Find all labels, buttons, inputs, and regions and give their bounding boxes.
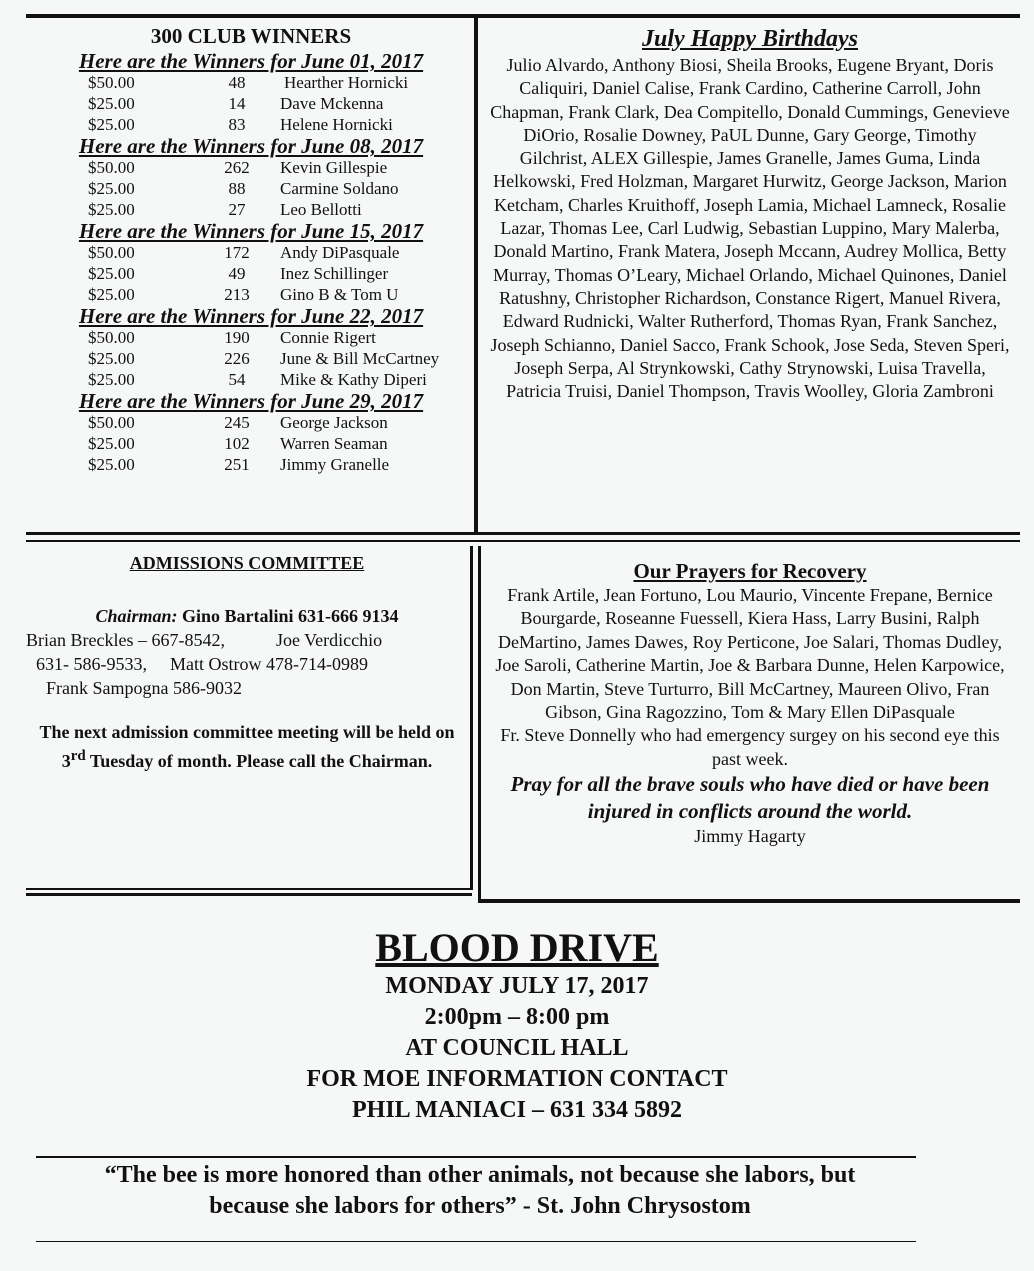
table-row: [88, 284, 399, 305]
ticket-number: 49: [228, 264, 246, 283]
winners-table: [88, 327, 439, 390]
winner-name: Jimmy Granelle: [280, 455, 390, 474]
ticket-number: 190: [224, 328, 250, 347]
prayers-section: [486, 558, 1014, 849]
prize-amount: $25.00: [88, 370, 135, 389]
prize-amount: $50.00: [88, 328, 135, 347]
blood-drive-time: 2:00pm – 8:00 pm: [424, 1004, 610, 1030]
blood-drive-date: MONDAY JULY 17, 2017: [385, 973, 649, 999]
table-row: [88, 199, 399, 220]
blood-drive-info: FOR MOE INFORMATION CONTACT: [306, 1066, 728, 1092]
prize-amount: $50.00: [88, 73, 135, 92]
meeting-note-text: The next admission committee meeting will be held on 3: [39, 722, 455, 771]
birthdays-section: [490, 24, 1010, 403]
week-block: [28, 220, 474, 305]
ticket-number: 88: [228, 179, 246, 198]
admissions-right-border: [470, 546, 473, 890]
member-line: [26, 628, 468, 652]
middle-rule-upper: [26, 532, 1020, 535]
winner-name: Dave Mckenna: [280, 94, 384, 113]
admissions-section: [26, 552, 468, 773]
table-row: [88, 412, 389, 433]
winner-name: Kevin Gillespie: [280, 158, 388, 177]
club-title: 300 CLUB WINNERS: [150, 24, 352, 48]
prayers-signature: Jimmy Hagarty: [694, 826, 806, 847]
week-block: [28, 50, 474, 135]
ordinal-suffix: rd: [70, 748, 86, 764]
pray-for-all: Pray for all the brave souls who have died or have been injured in conflicts around the world.: [510, 772, 990, 824]
column-divider-top: [474, 16, 478, 534]
ticket-number: 172: [224, 243, 250, 262]
winner-name: Warren Seaman: [280, 434, 388, 453]
ticket-number: 27: [228, 200, 246, 219]
quote-line-2: because she labors for others” - St. John Chrysostom: [209, 1193, 751, 1219]
table-row: [88, 263, 399, 284]
ticket-number: 48: [228, 73, 246, 92]
prize-amount: $25.00: [88, 200, 135, 219]
chairman-value: Gino Bartalini 631-666 9134: [182, 606, 399, 626]
member-entry: Joe Verdicchio: [275, 630, 383, 650]
winner-name: Andy DiPasquale: [280, 243, 400, 262]
chairman-line: [26, 604, 468, 628]
week-block: [28, 305, 474, 390]
winner-name: Carmine Soldano: [280, 179, 399, 198]
winners-table: [88, 242, 399, 305]
table-row: [88, 348, 439, 369]
table-row: [88, 178, 399, 199]
week-heading: Here are the Winners for June 01, 2017: [78, 49, 424, 73]
winners-table: [88, 412, 389, 475]
prize-amount: $25.00: [88, 285, 135, 304]
ticket-number: 226: [224, 349, 250, 368]
meeting-note-text-end: Tuesday of month. Please call the Chairman.: [85, 751, 433, 771]
winner-name: Helene Hornicki: [280, 115, 393, 134]
ticket-number: 245: [224, 413, 250, 432]
club-winners-section: [28, 24, 474, 475]
member-line: [26, 652, 468, 676]
prize-amount: $25.00: [88, 455, 135, 474]
winner-name: June & Bill McCartney: [280, 349, 440, 368]
ticket-number: 213: [224, 285, 250, 304]
prize-amount: $25.00: [88, 179, 135, 198]
admissions-bottom-rule-upper: [26, 888, 472, 890]
table-row: [88, 327, 439, 348]
prize-amount: $25.00: [88, 115, 135, 134]
table-row: [88, 454, 389, 475]
member-entry: 631- 586-9533,: [36, 654, 147, 674]
table-row: [88, 242, 399, 263]
middle-rule-lower: [26, 540, 1020, 542]
quote-top-rule: [36, 1156, 916, 1158]
special-prayer: Fr. Steve Donnelly who had emergency surgey on his second eye this past week.: [500, 725, 1000, 769]
table-row: [88, 93, 408, 114]
ticket-number: 251: [224, 455, 250, 474]
week-heading: Here are the Winners for June 29, 2017: [78, 389, 424, 413]
winner-name: George Jackson: [280, 413, 388, 432]
blood-drive-title: BLOOD DRIVE: [375, 925, 659, 970]
winners-table: [88, 157, 399, 220]
birthdays-list: Julio Alvardo, Anthony Biosi, Sheila Brooks, Eugene Bryant, Doris Caliquiri, Daniel Calise, Frank Cardino, Catherine Carroll, John Chapman, Frank Clark, Dea Compitello, Donald Cummings, Genevieve DiOrio, Rosalie Downey, PaUL Dunne, Gary George, Timothy Gilchrist, ALEX Gillespie, James Granelle, James Guma, Linda Helkowski, Fred Holzman, Margaret Hurwitz, George Jackson, Marion Ketcham, Charles Kruithoff, Joseph Lamia, Michael Lamneck, Rosalie Lazar, Thomas Lee, Carl Ludwig, Sebastian Luppino, Mary Malerba, Donald Martino, Frank Matera, Joseph Mccann, Audrey Mollica, Betty Murray, Thomas O’Leary, Michael Orlando, Michael Quinones, Daniel Ratushny, Christopher Richardson, Constance Rigert, Manuel Rivera, Edward Rudnicki, Walter Rutherford, Thomas Ryan, Frank Sanchez, Joseph Schianno, Daniel Sacco, Frank Schook, Jose Seda, Steven Speri, Joseph Serpa, Al Strynkowski, Cathy Strynowski, Luisa Travella, Patricia Truisi, Daniel Thompson, Travis Woolley, Gloria Zambroni: [490, 55, 1010, 402]
week-block: [28, 390, 474, 475]
prize-amount: $25.00: [88, 94, 135, 113]
table-row: [88, 369, 439, 390]
top-rule: [26, 14, 1020, 18]
prayers-heading: Our Prayers for Recovery: [633, 559, 867, 583]
winner-name: Hearther Hornicki: [284, 73, 409, 92]
member-entry: Matt Ostrow 478-714-0989: [170, 654, 368, 674]
table-row: [88, 72, 408, 93]
winner-name: Mike & Kathy Diperi: [280, 370, 427, 389]
winner-name: Connie Rigert: [280, 328, 376, 347]
week-heading: Here are the Winners for June 15, 2017: [78, 219, 424, 243]
chairman-label: Chairman:: [95, 606, 178, 626]
blood-drive-contact: PHIL MANIACI – 631 334 5892: [351, 1097, 682, 1123]
prayers-bottom-rule: [478, 899, 1020, 903]
prize-amount: $50.00: [88, 158, 135, 177]
blood-drive-section: [0, 925, 1034, 1126]
blood-drive-place: AT COUNCIL HALL: [405, 1035, 629, 1061]
week-block: [28, 135, 474, 220]
winner-name: Gino B & Tom U: [280, 285, 399, 304]
table-row: [88, 114, 408, 135]
quote-section: [40, 1160, 920, 1222]
prize-amount: $50.00: [88, 243, 135, 262]
quote-line-1: “The bee is more honored than other animals, not because she labors, but: [104, 1162, 856, 1188]
winners-table: [88, 72, 408, 135]
prize-amount: $25.00: [88, 264, 135, 283]
prize-amount: $50.00: [88, 413, 135, 432]
prayers-left-border: [478, 546, 481, 902]
week-heading: Here are the Winners for June 22, 2017: [78, 304, 424, 328]
ticket-number: 54: [228, 370, 246, 389]
admissions-heading: ADMISSIONS COMMITTEE: [129, 553, 365, 573]
ticket-number: 102: [224, 434, 250, 453]
admissions-bottom-rule-lower: [26, 893, 472, 896]
member-entry: Brian Breckles – 667-8542,: [26, 630, 225, 650]
ticket-number: 83: [228, 115, 246, 134]
table-row: [88, 157, 399, 178]
birthdays-heading: July Happy Birthdays: [641, 26, 858, 52]
prize-amount: $25.00: [88, 349, 135, 368]
table-row: [88, 433, 389, 454]
ticket-number: 14: [228, 94, 246, 113]
prayers-names: Frank Artile, Jean Fortuno, Lou Maurio, Vincente Frepane, Bernice Bourgarde, Roseanne Fuessell, Kiera Hass, Larry Busini, Ralph DeMartino, James Dawes, Roy Perticone, Joe Salari, Thomas Dudley, Joe Saroli, Catherine Martin, Joe & Barbara Dunne, Helen Karpowice, Don Martin, Steve Turturro, Bill McCartney, Maureen Olivo, Fran Gibson, Gina Ragozzino, Tom & Mary Ellen DiPasquale: [495, 585, 1005, 723]
ticket-number: 262: [224, 158, 250, 177]
winner-name: Inez Schillinger: [280, 264, 389, 283]
meeting-note: [26, 720, 468, 773]
quote-bottom-rule: [36, 1241, 916, 1242]
week-heading: Here are the Winners for June 08, 2017: [78, 134, 424, 158]
prize-amount: $25.00: [88, 434, 135, 453]
member-line: Frank Sampogna 586-9032: [46, 678, 242, 698]
winner-name: Leo Bellotti: [280, 200, 362, 219]
